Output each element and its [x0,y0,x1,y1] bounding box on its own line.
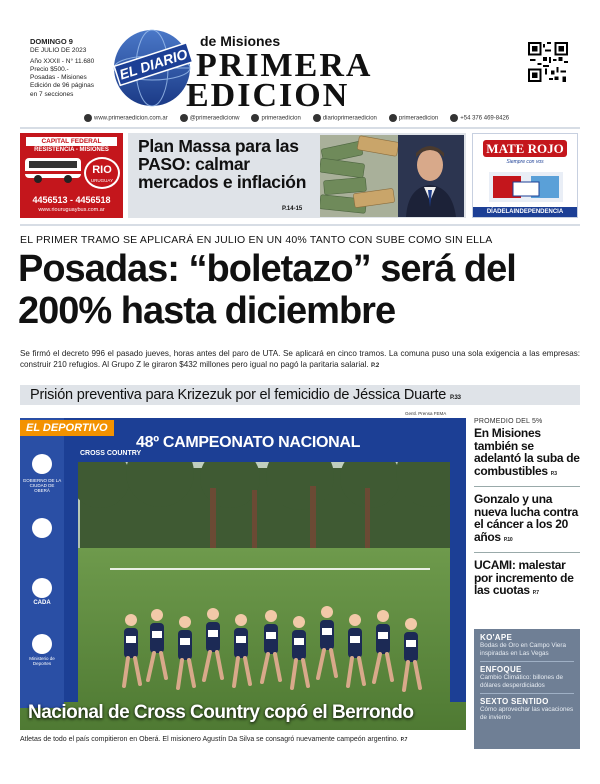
mate-ad-brand: MATE ROJO [483,140,567,157]
photo-side-label-1: GOBIERNO DE LA CIUDAD DE OBERÁ [22,478,62,493]
photo-side-label-3: Ministerio de Deportes [29,656,55,666]
edition-city: Posadas - Misiones [30,74,87,82]
bus-brand-badge: RIO URUGUAY [84,157,120,189]
bus-ad-line2: RESISTENCIA - MISIONES [34,147,109,153]
mate-package-icon [483,170,569,204]
logo-edicion: EDICION [186,77,350,108]
mate-ad-tagline: Siempre con vos [506,159,544,165]
side-divider [474,486,580,487]
edition-pages: Edición de 96 páginas [30,82,94,90]
race-image [20,418,466,730]
newspaper-logo[interactable] [112,26,492,108]
photo-caption-text: Atletas de todo el país compitieron en Oberá. El misionero Agustín Da Silva se consagró nuevamente campeón argentino. [20,736,399,743]
logo-eldiario: EL DIARIO [117,45,190,83]
side-column [474,418,580,600]
edition-number: Año XXXII - N° 11.680 [30,57,95,65]
section-enfoque[interactable]: ENFOQUE Cambio Climático: billones de dólares desperdiciados [480,665,563,689]
main-kicker: EL PRIMER TRAMO SE APLICARÁ EN JULIO EN UN 40% TANTO CON SUBE COMO SIN ELLA [20,234,493,246]
photo-caption-page: P.7 [400,737,408,743]
side-story-2[interactable]: Gonzalo y una nueva lucha contra el cáncer a los 20 años P.10 [474,492,578,544]
main-summary [20,348,580,372]
prision-page: P.33 [450,395,461,401]
social-web[interactable]: www.primeraedicion.com.ar [84,114,168,122]
twitter-icon [180,114,188,122]
edition-date: DE JULIO DE 2023 [30,47,87,55]
sections-divider [480,693,574,694]
prision-story[interactable] [20,385,580,405]
social-whatsapp[interactable]: +54 376 469-8426 [450,114,509,122]
whatsapp-icon [450,114,458,122]
masthead-divider [20,127,580,129]
qr-code-icon[interactable] [528,42,568,82]
section-sexto-sentido[interactable]: SEXTO SENTIDO Cómo aprovechar las vacaciones de invierno [480,697,574,721]
youtube-icon [389,114,397,122]
social-facebook[interactable]: diarioprimeraedicion [313,114,377,122]
sections-box [474,629,580,749]
logo-demisiones: de Misiones [200,33,281,49]
facebook-icon [313,114,321,122]
promo-headline[interactable]: Plan Massa para las PASO: calmar mercados e inflación [138,136,307,192]
main-summary-text: Se firmó el decreto 996 el pasado jueves, horas antes del paro de UTA. Se aplicará en cinco tramos. La comuna puso una sola exigencia a las empresas: construir 210 refugios. Al Grupo Z le giraron $432 millones pero igual no pagó la paritaria salarial. [20,349,580,369]
social-twitter[interactable]: @primeraedicionw [180,114,240,122]
promo-photo-image [320,135,464,217]
section-koape[interactable]: KO'APE Bodas de Oro en Campo Viera inspiradas en Las Vegas [480,633,566,657]
mate-ad-footer: DÍADELAINDEPENDENCIA [473,207,577,217]
logo-primera: PRIMERA [196,47,373,84]
side-story-3[interactable]: UCAMI: malestar por incremento de las cuotas P.7 [474,558,574,597]
promo-divider [20,224,580,226]
edition-day: DOMINGO 9 [30,37,73,46]
instagram-icon [251,114,259,122]
photo-banner-title: 48º CAMPEONATO NACIONAL [136,434,361,451]
globe-icon [84,114,92,122]
side-divider [474,552,580,553]
bus-ad[interactable] [20,133,123,218]
deportivo-section-tag[interactable]: EL DEPORTIVO [20,420,114,436]
bus-ad-line1: CAPITAL FEDERAL [26,137,117,146]
cross-country-photo[interactable] [20,418,466,730]
bus-ad-phones: 4456513 - 4456518 [32,195,111,205]
photo-caption [20,736,480,743]
social-youtube[interactable]: primeraedicion [389,114,438,122]
bus-ad-web: www.riouruguaybus.com.ar [38,207,105,213]
social-instagram[interactable]: primeraedicion [251,114,300,122]
social-bar [84,112,544,124]
photo-credit: Gentl. Prensa FEMA [405,411,447,416]
prision-text: Prisión preventiva para Krizezuk por el femicidio de Jéssica Duarte [30,387,447,403]
promo-pages: P.14-15 [282,206,303,212]
sections-divider [480,661,574,662]
mate-rojo-ad[interactable] [472,133,578,218]
edition-info [30,38,110,99]
side-kicker: PROMEDIO DEL 5% [474,418,543,425]
edition-sections: en 7 secciones [30,90,74,98]
bus-icon [24,155,82,185]
photo-banner-sub: CROSS COUNTRY [80,450,142,457]
main-headline[interactable]: Posadas: “boletazo” será del 200% hasta diciembre [18,248,516,332]
main-summary-page: P.2 [370,363,380,369]
edition-price: Precio $500.- [30,65,69,73]
deportivo-headline[interactable]: Nacional de Cross Country copó el Berrondo [28,702,414,723]
side-story-1[interactable]: En Misiones también se adelantó la suba de combustibles P.3 [474,426,580,478]
photo-side-label-2: CADA [33,600,51,606]
